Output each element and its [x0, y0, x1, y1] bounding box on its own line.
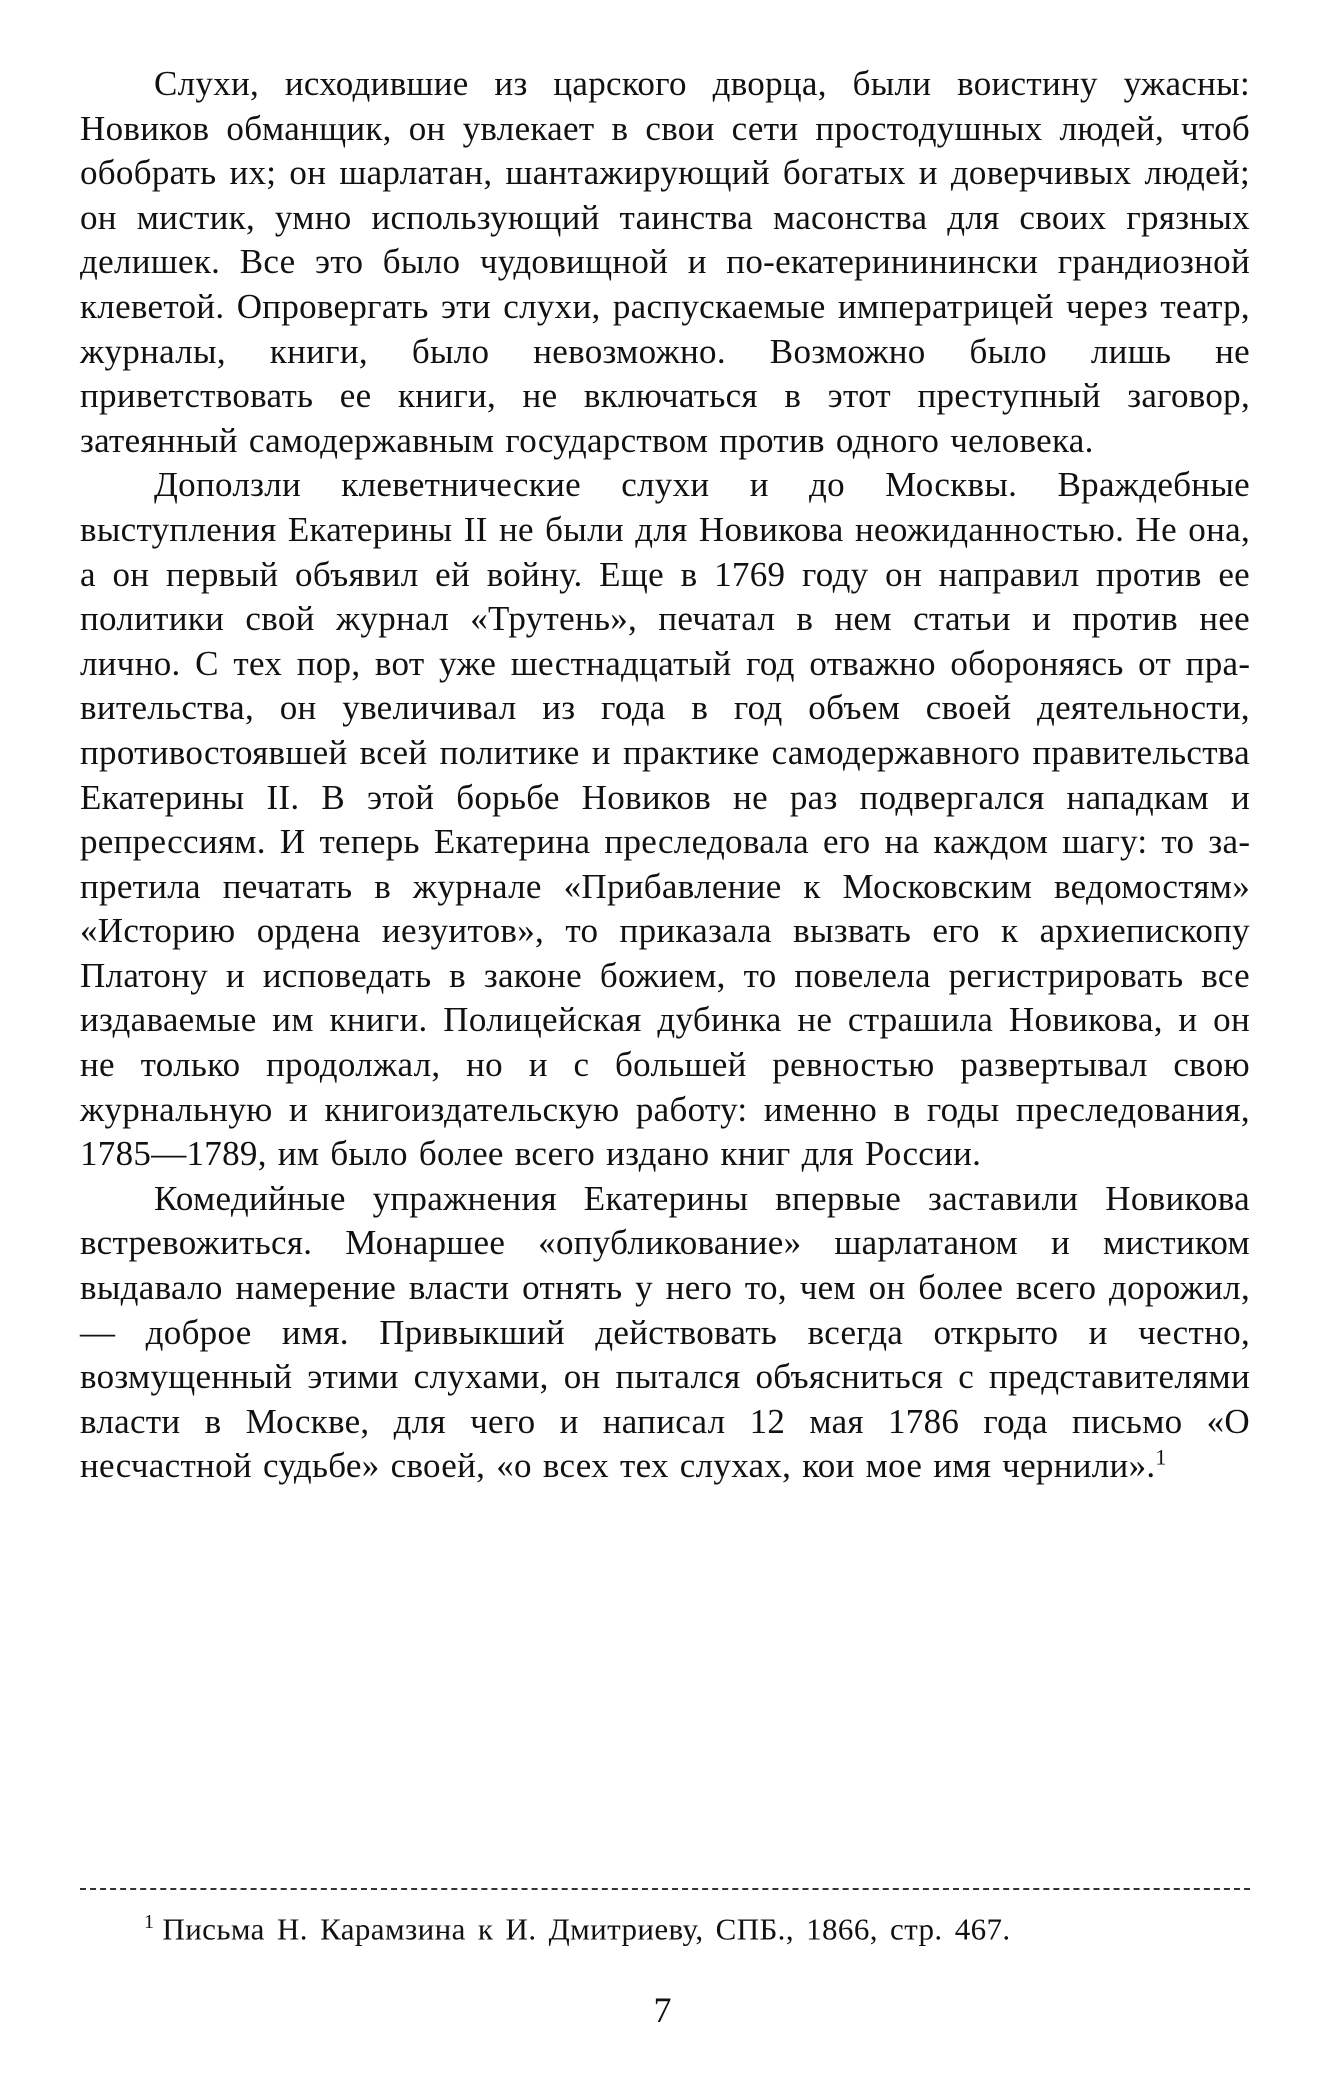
- footnote-text: Письма Н. Карамзина к И. Дмитриеву, СПБ., 1866, стр. 467.: [162, 1911, 1011, 1947]
- page-body: [80, 62, 1250, 1489]
- paragraph-1: [80, 62, 1250, 463]
- page-number: 7: [653, 1990, 672, 2030]
- paragraph-3-text: Комедийные упражнения Екатерины впервые заставили Новикова встревожиться. Монаршее «опубликование» шарлатаном и мистиком выдавало намерение власти отнять у него то, чем он более всего дорожил,— доброе имя. Привыкший действовать всегда открыто и честно, возмущенный этими слухами, он пытался объясниться с представителями власти в Москве, для чего и написал 12 мая 1786 года письмо «О несчастной судьбе» своей, «о всех тех слухах, кои мое имя чернили».: [80, 1178, 1250, 1486]
- paragraph-2-text: Доползли клеветнические слухи и до Москвы. Враждебные выступления Екатерины II не были для Новикова неожиданностью. Не она, а он первый объявил ей войну. Еще в 1769 году он направил против ее политики свой журнал «Трутень», печатал в нем статьи и против нее лично. С тех пор, вот уже шестнадцатый год отважно обороняясь от правительства, он увеличивал из года в год объем своей деятельности, противостоявшей всей политике и практике самодержавного правительства Екатерины II. В этой борьбе Новиков не раз подвергался нападкам и репрессиям. И теперь Екатерина преследовала его на каждом шагу: то запретила печатать в журнале «Прибавление к Московским ведомостям» «Историю ордена иезуитов», то приказала вызвать его к архиепископу Платону и исповедать в законе божием, то повелела регистрировать все издаваемые им книги. Полицейская дубинка не страшила Новикова, и он не только продолжал, но и с большей ревностью развертывал свою журнальную и книгоиздательскую работу: именно в годы преследования, 1785—1789, им было более всего издано книг для России.: [80, 465, 1250, 1174]
- paragraph-1-text: Слухи, исходившие из царского дворца, были воистину ужасны: Новиков обманщик, он увлекает в свои сети простодушных людей, чтоб обобрать их; он шарлатан, шантажирующий богатых и доверчивых людей; он мистик, умно использующий таинства масонства для своих грязных делишек. Все это было чудовищной и по-екатерининински грандиозной клеветой. Опровергать эти слухи, распускаемые императрицей через театр, журналы, книги, было невозможно. Возможно было лишь не приветствовать ее книги, не включаться в этот преступный заговор, затеянный самодержавным государством против одного человека.: [80, 64, 1250, 460]
- footnote-marker: 1: [144, 1911, 155, 1933]
- paragraph-2: [80, 463, 1250, 1177]
- footnote: [144, 1902, 1250, 1949]
- footnote-divider: [80, 1888, 1250, 1890]
- paragraph-3: [80, 1177, 1250, 1489]
- footnote-reference[interactable]: 1: [1155, 1444, 1167, 1470]
